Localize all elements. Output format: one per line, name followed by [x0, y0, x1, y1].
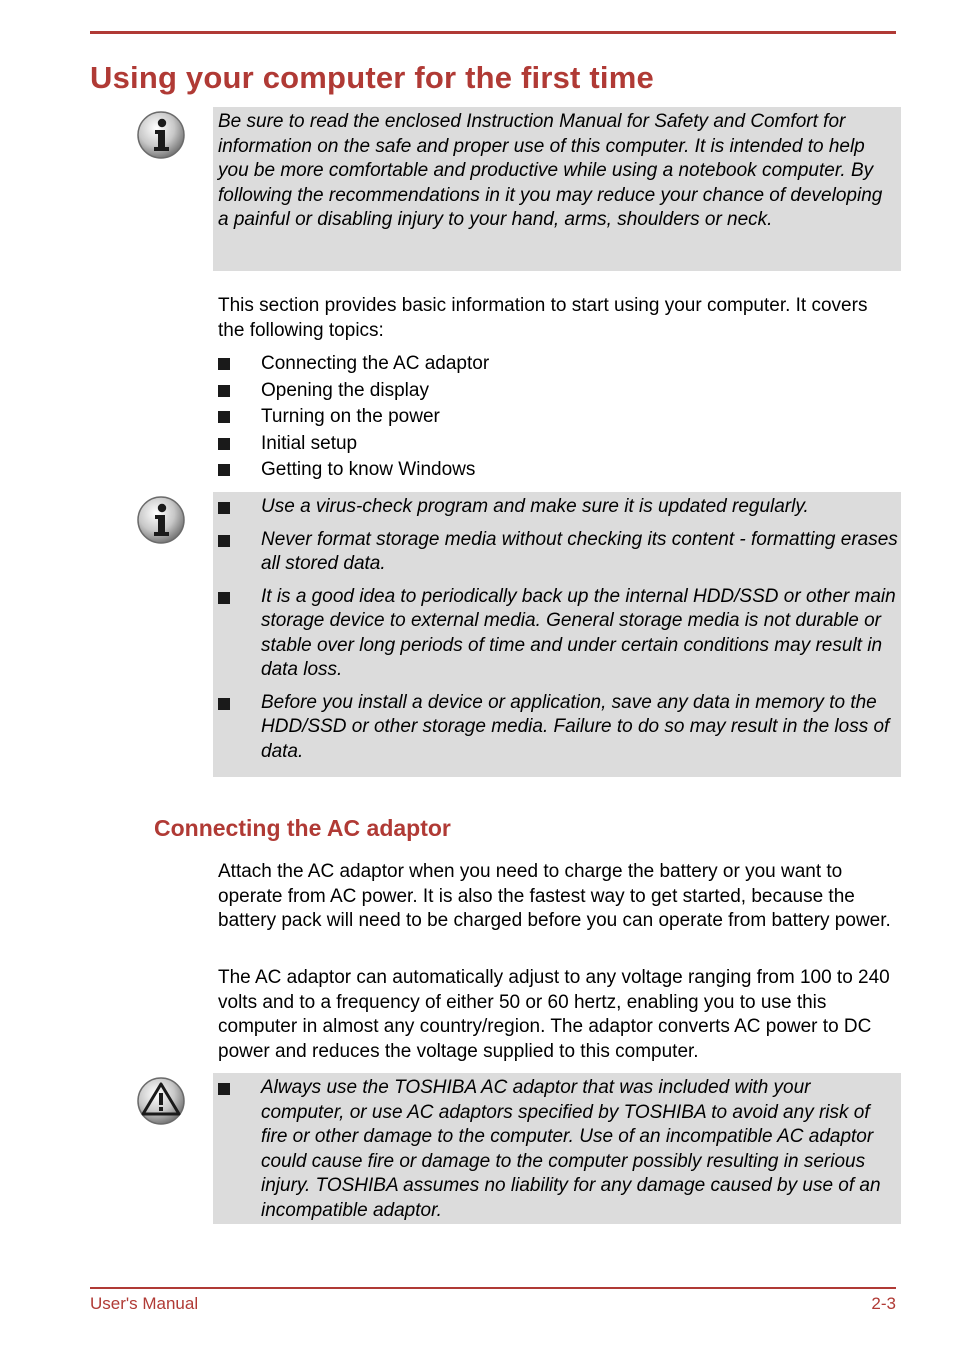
header-rule: [90, 31, 896, 34]
page-title: Using your computer for the first time: [90, 60, 654, 95]
list-item: Use a virus-check program and make sure it is updated regularly.: [218, 495, 898, 520]
bullet: [218, 411, 230, 423]
list-item: Initial setup: [218, 431, 489, 458]
bullet: [218, 464, 230, 476]
warning-box: [213, 1073, 901, 1224]
warning-icon: [136, 1076, 186, 1126]
bullet: [218, 358, 230, 370]
section-paragraph: The AC adaptor can automatically adjust to any voltage ranging from 100 to 240 volts and to a frequency of either 50 or 60 hertz, enabling you to use this computer in almost any country/region. The adaptor converts AC power to DC power and reduces the voltage supplied to this computer.: [218, 967, 890, 1062]
list-item: It is a good idea to periodically back up the internal HDD/SSD or other main storage device to external media. General storage media is not durable or stable over long periods of time and under certain conditions may result in data loss.: [218, 585, 898, 683]
bullet: [218, 438, 230, 450]
note-list: [218, 495, 898, 772]
intro-paragraph: This section provides basic information to start using your computer. It covers the following topics:: [218, 295, 868, 341]
section-paragraph: Attach the AC adaptor when you need to charge the battery or you want to operate from AC power. It is also the fastest way to get started, because the battery pack will need to be charged before you can operate from battery power.: [218, 861, 891, 931]
safety-note-box: [213, 107, 901, 271]
safety-note-text: Be sure to read the enclosed Instruction Manual for Safety and Comfort for information on the safe and proper use of this computer. It is intended to help you be more comfortable and productive while using a notebook computer. By following the recommendations in it you may reduce your chance of developing a painful or disabling injury to your hand, arms, shoulders or neck.: [218, 111, 883, 230]
bullet: [218, 502, 230, 514]
bullet: [218, 385, 230, 397]
footer-rule: [90, 1287, 896, 1289]
list-item: Opening the display: [218, 378, 489, 405]
topics-list: [218, 351, 489, 484]
data-safety-note-box: [213, 492, 901, 777]
info-icon: [136, 495, 186, 545]
list-item: Always use the TOSHIBA AC adaptor that was included with your computer, or use AC adaptors specified by TOSHIBA to avoid any risk of fire or other damage to the computer. Use of an incompatible AC adaptor could cause fire or damage to the computer possibly resulting in serious injury. TOSHIBA assumes no liability for any damage caused by use of an incompatible adaptor.: [218, 1076, 898, 1223]
list-item: Connecting the AC adaptor: [218, 351, 489, 378]
bullet: [218, 535, 230, 547]
warning-list: [218, 1076, 898, 1231]
bullet: [218, 1083, 230, 1095]
list-item: Never format storage media without checking its content - formatting erases all stored data.: [218, 528, 898, 577]
bullet: [218, 698, 230, 710]
page-number: 2-3: [871, 1294, 896, 1313]
list-item: Turning on the power: [218, 404, 489, 431]
list-item: Before you install a device or application, save any data in memory to the HDD/SSD or other storage media. Failure to do so may result in the loss of data.: [218, 691, 898, 765]
list-item: Getting to know Windows: [218, 457, 489, 484]
info-icon: [136, 110, 186, 160]
bullet: [218, 592, 230, 604]
section-heading: Connecting the AC adaptor: [154, 815, 451, 841]
footer-manual-label: User's Manual: [90, 1294, 199, 1313]
